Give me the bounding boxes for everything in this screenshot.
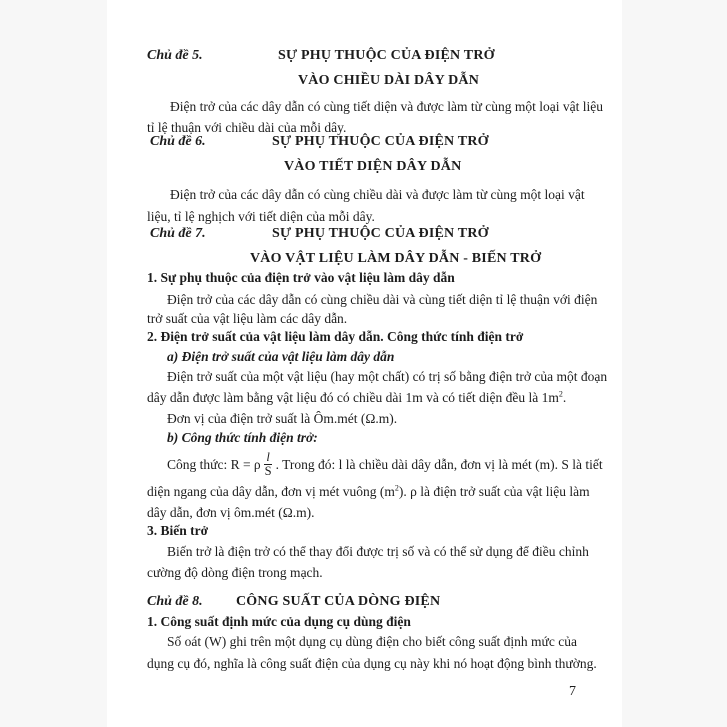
topic7-section3-line2: cường độ dòng điện trong mạch. — [147, 565, 323, 580]
topic6-title-line1: SỰ PHỤ THUỘC CỦA ĐIỆN TRỞ — [272, 134, 489, 149]
formula-fraction — [263, 451, 274, 478]
formula-line — [167, 451, 603, 478]
text: diện ngang của dây dẫn, đơn vị mét vuông (m — [147, 484, 395, 499]
superscript: 2 — [394, 483, 399, 493]
topic7-section2a-heading: a) Điện trở suất của vật liệu làm dây dẫn — [167, 349, 395, 364]
period: . — [562, 390, 567, 405]
topic6-body-line1: Điện trở của các dây dẫn có cùng chiều dài và được làm từ cùng một loại vật — [170, 187, 585, 202]
topic8-section1-line1: Số oát (W) ghi trên một dụng cụ dùng điện cho biết công suất định mức của — [167, 634, 577, 649]
formula-explanation: . Trong đó: l là chiều dài dây dẫn, đơn vị là mét (m). S là tiết — [275, 456, 603, 472]
formula-denominator: S — [264, 464, 272, 479]
topic8-section1-line2: dụng cụ đó, nghĩa là công suất điện của dụng cụ này khi nó hoạt động bình thường. — [147, 656, 597, 671]
formula-numerator: l — [266, 450, 270, 464]
topic6-label: Chủ đề 6. — [150, 134, 206, 149]
book-page — [107, 0, 622, 727]
topic7-title-line2: VÀO VẬT LIỆU LÀM DÂY DẪN - BIẾN TRỞ — [250, 251, 542, 266]
topic5-label: Chủ đề 5. — [147, 48, 203, 63]
topic5-body-line2: tỉ lệ thuận với chiều dài của mỗi dây. — [147, 120, 347, 135]
topic7-section2a-line2 — [147, 390, 566, 406]
topic5-body-line1: Điện trở của các dây dẫn có cùng tiết diện và được làm từ cùng một loại vật liệu — [170, 99, 604, 114]
topic7-section2b-line2 — [147, 484, 590, 500]
topic5-title-line2: VÀO CHIỀU DÀI DÂY DẪN — [298, 73, 480, 88]
topic6-body-line2: liệu, tỉ lệ nghịch với tiết diện của mỗi dây. — [147, 209, 375, 224]
topic6-title-line2: VÀO TIẾT DIỆN DÂY DẪN — [284, 159, 462, 174]
page-number: 7 — [569, 684, 576, 699]
superscript: 2 — [558, 389, 563, 399]
topic7-section1-line2: trở suất của vật liệu làm các dây dẫn. — [147, 311, 348, 326]
topic7-section3-line1: Biến trở là điện trở có thể thay đổi được trị số và có thể sử dụng để điều chỉnh — [167, 544, 589, 559]
topic5-title-line1: SỰ PHỤ THUỘC CỦA ĐIỆN TRỞ — [278, 48, 495, 63]
topic7-title-line1: SỰ PHỤ THUỘC CỦA ĐIỆN TRỞ — [272, 226, 489, 241]
topic7-section2b-heading: b) Công thức tính điện trở: — [167, 430, 318, 445]
topic8-label: Chủ đề 8. — [147, 594, 203, 609]
formula-prefix: Công thức: R = ρ — [167, 456, 261, 472]
topic7-section2-heading: 2. Điện trở suất của vật liệu làm dây dẫn. Công thức tính điện trở — [147, 329, 524, 344]
topic7-section2a-line1: Điện trở suất của một vật liệu (hay một chất) có trị số bằng điện trở của một đoạn — [167, 369, 608, 384]
topic8-title: CÔNG SUẤT CỦA DÒNG ĐIỆN — [236, 594, 441, 609]
topic7-section2b-line3: dây dẫn, đơn vị ôm.mét (Ω.m). — [147, 505, 315, 520]
topic7-section1-heading: 1. Sự phụ thuộc của điện trở vào vật liệu làm dây dẫn — [147, 270, 455, 285]
text: ). ρ là điện trở suất của vật liệu làm — [398, 484, 590, 499]
topic7-label: Chủ đề 7. — [150, 226, 206, 241]
topic7-section3-heading: 3. Biến trở — [147, 523, 209, 538]
topic7-section1-line1: Điện trở của các dây dẫn có cùng chiều dài và cùng tiết diện tỉ lệ thuận với điện — [167, 292, 598, 307]
topic7-section2a-line3: Đơn vị của điện trở suất là Ôm.mét (Ω.m). — [167, 411, 398, 426]
topic8-section1-heading: 1. Công suất định mức của dụng cụ dùng điện — [147, 614, 411, 629]
unit-text: dây dẫn được làm bằng vật liệu đó có chiều dài 1m và có tiết diện đều là 1m — [147, 390, 559, 405]
